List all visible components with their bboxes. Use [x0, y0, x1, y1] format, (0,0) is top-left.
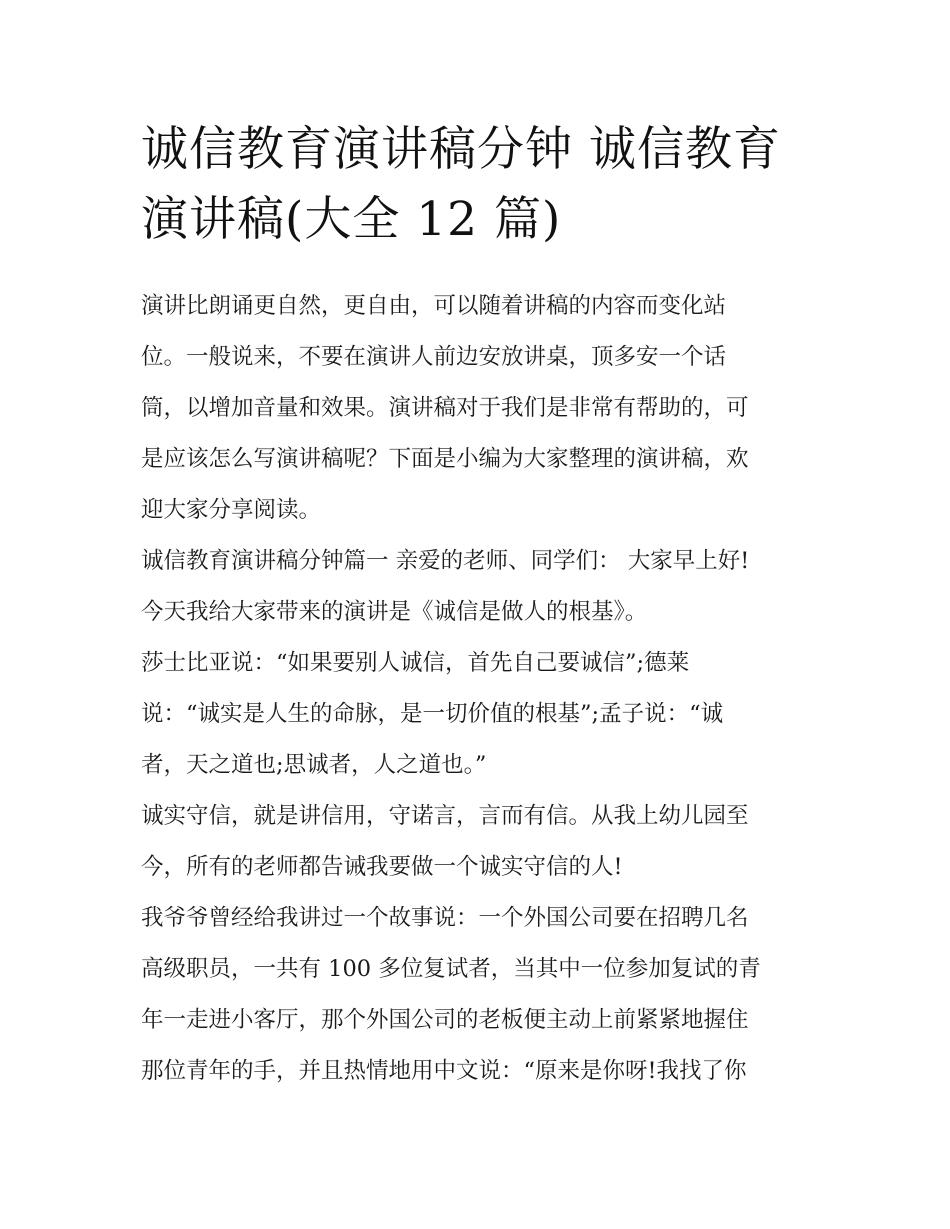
- text-line: 迎大家分享阅读。: [141, 497, 322, 523]
- text-line: 位。一般说来，不要在演讲人前边安放讲桌，顶多安一个话: [141, 344, 727, 370]
- text-line: 筒，以增加音量和效果。演讲稿对于我们是非常有帮助的，可: [141, 395, 749, 421]
- text-line: 莎士比亚说：“如果要别人诚信，首先自己要诚信”;德莱: [141, 650, 690, 676]
- paragraph: [141, 536, 813, 638]
- paragraph: [141, 791, 813, 893]
- document-title: [141, 115, 813, 255]
- paragraph: [141, 281, 813, 536]
- text-line: 诚实守信，就是讲信用，守诺言，言而有信。从我上幼儿园至: [141, 803, 749, 829]
- text-line: 那位青年的手，并且热情地用中文说：“原来是你呀!我找了你: [141, 1058, 747, 1084]
- text-line: 今，所有的老师都告诫我要做一个诚实守信的人!: [141, 854, 623, 880]
- text-line: 高级职员，一共有 100 多位复试者，当其中一位参加复试的青: [141, 956, 761, 982]
- text-line: 诚信教育演讲稿分钟篇一 亲爱的老师、同学们： 大家早上好!: [141, 548, 750, 574]
- text-line: 是应该怎么写演讲稿呢？下面是小编为大家整理的演讲稿，欢: [141, 446, 749, 472]
- text-line: 年一走进小客厅，那个外国公司的老板便主动上前紧紧地握住: [141, 1007, 749, 1033]
- paragraph: [141, 638, 813, 791]
- title-line: 演讲稿(大全 12 篇): [141, 192, 562, 247]
- text-line: 今天我给大家带来的演讲是《诚信是做人的根基》。: [141, 599, 648, 625]
- document-body: [141, 281, 813, 1097]
- text-line: 说：“诚实是人生的命脉，是一切价值的根基”;孟子说：“诚: [141, 701, 724, 727]
- text-line: 演讲比朗诵更自然，更自由，可以随着讲稿的内容而变化站: [141, 293, 727, 319]
- document-page: [141, 115, 813, 1097]
- paragraph: [141, 893, 813, 1097]
- title-line: 诚信教育演讲稿分钟 诚信教育: [141, 122, 781, 177]
- text-line: 我爷爷曾经给我讲过一个故事说：一个外国公司要在招聘几名: [141, 905, 749, 931]
- text-line: 者，天之道也;思诚者，人之道也。”: [141, 752, 487, 778]
